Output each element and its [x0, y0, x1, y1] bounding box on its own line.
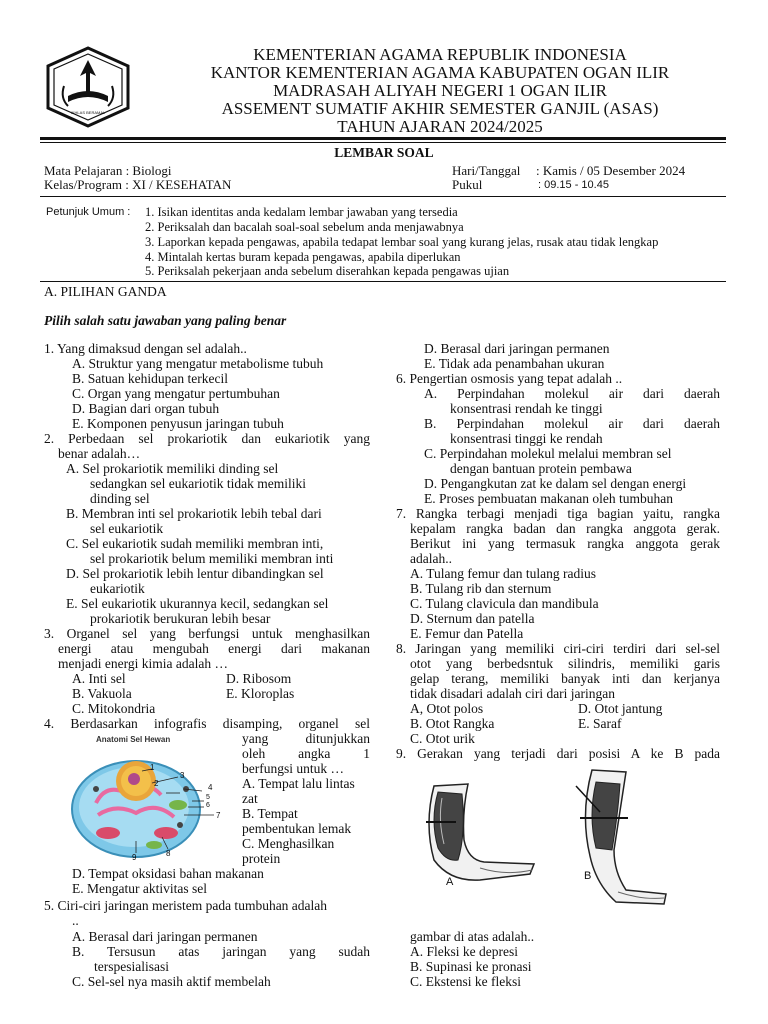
q3-stem-2: energi atau mengubah energi dari makanan — [58, 641, 370, 656]
q7-option-c: C. Tulang clavicula dan mandibula — [410, 596, 599, 611]
q4-option-d: D. Tempat oksidasi bahan makanan — [72, 866, 264, 881]
q4-option-c-2: protein — [242, 851, 281, 866]
day-label: Hari/Tanggal — [452, 163, 521, 178]
q4-stem-1: 4. Berdasarkan infografis disamping, organel sel — [44, 716, 370, 731]
q3-option-c: C. Mitokondria — [72, 701, 156, 716]
instruction-2: 2. Periksalah dan bacalah soal-soal sebelum anda menjawabnya — [145, 220, 464, 234]
instruction-4: 4. Mintalah kertas buram kepada pengawas, apabila diperlukan — [145, 250, 461, 264]
cell-label-9: 9 — [132, 853, 137, 862]
header-line-4: ASSEMENT SUMATIF AKHIR SEMESTER GANJIL (ASAS) — [221, 99, 659, 118]
q2-option-a-3: dinding sel — [90, 491, 150, 506]
q3-option-d: D. Ribosom — [226, 671, 292, 686]
q8-option-d: D. Otot jantung — [578, 701, 663, 716]
q1-option-b: B. Satuan kehidupan terkecil — [72, 371, 228, 386]
cell-label-2: 2 — [154, 779, 159, 788]
q6-option-a-1: A. Perpindahan molekul air dari daerah — [424, 386, 720, 401]
q2-option-e-2: prokariotik berukuran lebih besar — [90, 611, 271, 626]
q7-option-a: A. Tulang femur dan tulang radius — [410, 566, 596, 581]
info-rule — [40, 196, 726, 197]
q8-option-b: B. Otot Rangka — [410, 716, 495, 731]
animal-cell-infographic — [66, 733, 236, 863]
q2-option-c-1: C. Sel eukariotik sudah memiliki membran inti, — [66, 536, 324, 551]
q9-stem: 9. Gerakan yang terjadi dari posisi A ke B pada — [396, 746, 720, 761]
header-line-1: KEMENTERIAN AGAMA REPUBLIK INDONESIA — [253, 45, 627, 64]
q8-option-e: E. Saraf — [578, 716, 622, 731]
q1-option-a: A. Struktur yang mengatur metabolisme tubuh — [72, 356, 324, 371]
q2-option-b-1: B. Membran inti sel prokariotik lebih tebal dari — [66, 506, 322, 521]
q8-stem-4: tidak disadari adalah ciri dari jaringan — [410, 686, 616, 701]
q8-option-c: C. Otot urik — [410, 731, 475, 746]
q8-stem-2: otot yang berbedsntuk silindris, memiliki garis — [410, 656, 720, 671]
sheet-title: LEMBAR SOAL — [334, 145, 434, 160]
q8-option-a: A, Otot polos — [410, 701, 484, 716]
q2-option-e-1: E. Sel eukariotik ukurannya kecil, sedangkan sel — [66, 596, 329, 611]
instruction-5: 5. Periksalah pekerjaan anda sebelum diserahkan kepada pengawas ujian — [145, 264, 510, 278]
header-rule-thick — [40, 137, 726, 140]
q2-stem-1: 2. Perbedaan sel prokariotik dan eukariotik yang — [44, 431, 370, 446]
q2-option-d-1: D. Sel prokariotik lebih lentur dibandingkan sel — [66, 566, 324, 581]
q7-option-b: B. Tulang rib dan sternum — [410, 581, 552, 596]
day-value: : Kamis / 05 Desember 2024 — [536, 163, 686, 178]
arm-label-a: A — [446, 876, 454, 888]
q4-option-e: E. Mengatur aktivitas sel — [72, 881, 207, 896]
q6-option-a-2: konsentrasi rendah ke tinggi — [450, 401, 603, 416]
q4-option-b-1: B. Tempat — [242, 806, 298, 821]
q7-stem-2: kepalam rangka badan dan rangka anggota gerak. — [410, 521, 720, 536]
q2-option-b-2: sel eukariotik — [90, 521, 164, 536]
q5-option-d: D. Berasal dari jaringan permanen — [424, 341, 610, 356]
q5-option-b-1: B. Tersusun atas jaringan yang sudah — [72, 944, 370, 959]
q6-option-c-1: C. Perpindahan molekul melalui membran sel — [424, 446, 672, 461]
q7-stem-4: adalah.. — [410, 551, 452, 566]
q4-stem-3: oleh angka 1 — [242, 746, 370, 761]
instruction-1: 1. Isikan identitas anda kedalam lembar jawaban yang tersedia — [145, 205, 458, 219]
cell-label-7: 7 — [216, 811, 221, 820]
q4-stem-2: yang ditunjukkan — [242, 731, 370, 746]
q8-stem-1: 8. Jaringan yang memiliki ciri-ciri terdiri dari sel-sel — [396, 641, 720, 656]
header-line-5: TAHUN AJARAN 2024/2025 — [337, 117, 543, 136]
q2-option-a-1: A. Sel prokariotik memiliki dinding sel — [66, 461, 279, 476]
q3-option-b: B. Vakuola — [72, 686, 132, 701]
q5-option-a: A. Berasal dari jaringan permanen — [72, 929, 258, 944]
q9-option-a: A. Fleksi ke depresi — [410, 944, 518, 959]
header-line-2: KANTOR KEMENTERIAN AGAMA KABUPATEN OGAN ILIR — [210, 63, 670, 82]
q3-option-a: A. Inti sel — [72, 671, 126, 686]
q1-option-d: D. Bagian dari organ tubuh — [72, 401, 220, 416]
subject-label: Mata Pelajaran : Biologi — [44, 163, 172, 178]
q4-option-b-2: pembentukan lemak — [242, 821, 352, 836]
cell-label-6: 6 — [206, 802, 210, 809]
q5-option-e: E. Tidak ada penambahan ukuran — [424, 356, 605, 371]
q5-option-b-2: terspesialisasi — [94, 959, 169, 974]
q2-option-c-2: sel prokariotik belum memiliki membran inti — [90, 551, 334, 566]
instruction-3: 3. Laporkan kepada pengawas, apabila tedapat lembar soal yang kurang jelas, rusak atau tidak lengkap — [145, 235, 659, 249]
time-value: : 09.15 - 10.45 — [538, 179, 609, 191]
q7-option-d: D. Sternum dan patella — [410, 611, 535, 626]
header-rule-thin — [40, 142, 726, 143]
q1-option-e: E. Komponen penyusun jaringan tubuh — [72, 416, 284, 431]
q5-stem-1: 5. Ciri-ciri jaringan meristem pada tumbuhan adalah — [44, 898, 328, 913]
arm-movement-figure — [420, 764, 690, 914]
q7-stem-3: Berikut ini yang termasuk rangka anggota gerak — [410, 536, 720, 551]
q6-option-b-2: konsentrasi tinggi ke rendah — [450, 431, 603, 446]
q6-stem: 6. Pengertian osmosis yang tepat adalah .. — [396, 371, 623, 386]
q4-option-a-2: zat — [242, 791, 258, 806]
q7-stem-1: 7. Rangka terbagi menjadi tiga bagian yaitu, rangka — [396, 506, 720, 521]
class-label: Kelas/Program : XI / KESEHATAN — [44, 177, 232, 192]
arm-label-b: B — [584, 870, 592, 882]
directive: Pilih salah satu jawaban yang paling benar — [44, 313, 287, 328]
instructions-label: Petunjuk Umum : — [46, 206, 131, 218]
q4-option-c-1: C. Menghasilkan — [242, 836, 335, 851]
q3-stem-1: 3. Organel sel yang berfungsi untuk menghasilkan — [44, 626, 370, 641]
ministry-logo — [44, 46, 132, 128]
time-label: Pukul — [452, 177, 483, 192]
q9-option-c: C. Ekstensi ke fleksi — [410, 974, 521, 989]
q6-option-d: D. Pengangkutan zat ke dalam sel dengan energi — [424, 476, 687, 491]
q2-stem-2: benar adalah… — [58, 446, 141, 461]
cell-label-8: 8 — [166, 849, 171, 858]
logo-motto: IKHLAS BERAMAL — [70, 110, 106, 115]
q7-option-e: E. Femur dan Patella — [410, 626, 524, 641]
cell-label-4: 4 — [208, 783, 213, 792]
q6-option-c-2: dengan bantuan protein pembawa — [450, 461, 632, 476]
q4-option-a-1: A. Tempat lalu lintas — [242, 776, 355, 791]
section-title: A. PILIHAN GANDA — [44, 284, 167, 299]
instructions-rule — [40, 281, 726, 282]
q5-option-c: C. Sel-sel nya masih aktif membelah — [72, 974, 271, 989]
q4-stem-4: berfungsi untuk … — [242, 761, 344, 776]
q5-stem-2: .. — [72, 913, 79, 928]
q2-option-a-2: sedangkan sel eukariotik tidak memiliki — [90, 476, 306, 491]
cell-label-1: 1 — [150, 763, 155, 772]
cell-title: Anatomi Sel Hewan — [96, 735, 171, 744]
q6-option-e: E. Proses pembuatan makanan oleh tumbuhan — [424, 491, 673, 506]
q1-stem: 1. Yang dimaksud dengan sel adalah.. — [44, 341, 247, 356]
q2-option-d-2: eukariotik — [90, 581, 145, 596]
cell-label-3: 3 — [180, 771, 185, 780]
q6-option-b-1: B. Perpindahan molekul air dari daerah — [424, 416, 720, 431]
header-line-3: MADRASAH ALIYAH NEGERI 1 OGAN ILIR — [273, 81, 607, 100]
q8-stem-3: gelap terang, memiliki banyak inti dan kerjanya — [410, 671, 720, 686]
q3-stem-3: menjadi energi kimia adalah … — [58, 656, 228, 671]
cell-label-5: 5 — [206, 794, 210, 801]
q9-option-b: B. Supinasi ke pronasi — [410, 959, 532, 974]
q1-option-c: C. Organ yang mengatur pertumbuhan — [72, 386, 280, 401]
q9-stem-2: gambar di atas adalah.. — [410, 929, 535, 944]
q3-option-e: E. Kloroplas — [226, 686, 295, 701]
